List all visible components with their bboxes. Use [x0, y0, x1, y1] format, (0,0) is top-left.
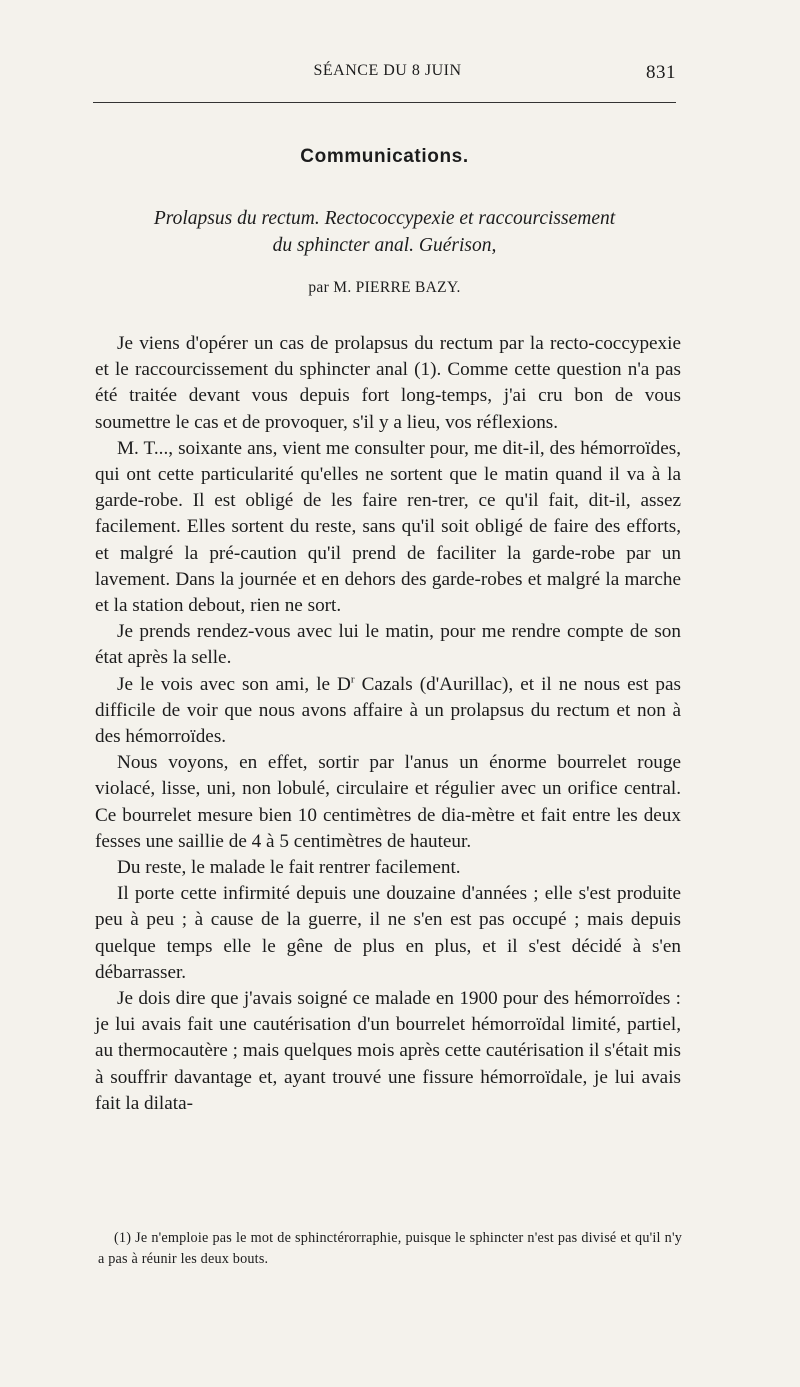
page-number: 831	[646, 62, 676, 83]
section-title: Communications.	[300, 146, 469, 167]
superscript: r	[350, 673, 355, 686]
paragraph: Je dois dire que j'avais soigné ce malade en 1900 pour des hémorroïdes : je lui avais fait une cautérisation d'un bourrelet hémorroïdal limité, partiel, au thermocautère ; mais quelques mois après cette cautérisation il s'était mis à souffrir davantage et, ayant trouvé une fissure hémorroïdale, je lui avais fait la dilata-	[95, 988, 681, 1114]
header-rule	[93, 102, 676, 103]
paragraph: M. T..., soixante ans, vient me consulter pour, me dit-il, des hémorroïdes, qui ont cette particularité qu'elles ne sortent que le matin quand il va à la garde-robe. Il est obligé de les faire ren-trer, ce qu'il fait, dit-il, assez facilement. Elles sortent du reste, sans qu'il soit obligé de faire des efforts, et malgré la pré-caution qu'il prend de faciliter la garde-robe par un lavement. Dans la journée et en dehors des garde-robes et malgré la marche et la station debout, rien ne sort.	[95, 437, 681, 617]
running-head	[95, 62, 680, 86]
byline: par M. PIERRE BAZY.	[308, 279, 461, 296]
paragraph: Du reste, le malade le fait rentrer facilement.	[117, 857, 461, 879]
footnote: (1) Je n'emploie pas le mot de sphinctérorraphie, puisque le sphincter n'est pas divisé et qu'il n'y a pas à réunir les deux bouts.	[98, 1230, 682, 1267]
article-title-line-1: Prolapsus du rectum. Rectococcypexie et raccourcissement	[153, 208, 616, 229]
paragraph: Je viens d'opérer un cas de prolapsus du rectum par la recto-coccypexie et le raccourcissement du sphincter anal (1). Comme cette question n'a pas été traitée devant vous depuis fort long-temps, j'ai cru bon de vous soumettre le cas et de provoquer, s'il y a lieu, vos réflexions.	[95, 333, 681, 433]
article-body	[95, 331, 681, 1117]
paragraph-text: Je le vois avec son ami, le D	[117, 673, 351, 695]
running-head-title: SÉANCE DU 8 JUIN	[313, 62, 462, 79]
article-title	[93, 205, 676, 259]
paragraph: Il porte cette infirmité depuis une douzaine d'années ; elle s'est produite peu à peu ; à cause de la guerre, il ne s'en est pas occupé ; mais depuis quelque temps elle le gêne de plus en plus, et il s'est décidé à s'en débarrasser.	[95, 883, 681, 983]
paragraph: Nous voyons, en effet, sortir par l'anus un énorme bourrelet rouge violacé, lisse, uni, non lobulé, circulaire et régulier avec un orifice central. Ce bourrelet mesure bien 10 centimètres de dia-mètre et fait entre les deux fesses une saillie de 4 à 5 centimètres de hauteur.	[95, 752, 681, 852]
paragraph: Je prends rendez-vous avec lui le matin, pour me rendre compte de son état après la selle.	[95, 621, 681, 669]
paragraph-text: Cazals (d'Aurillac), et il ne nous est pas difficile de voir que nous avons affaire à un prolapsus du rectum et non à des hémorroïdes.	[95, 673, 681, 748]
paragraph	[95, 672, 681, 751]
article-title-line-2: du sphincter anal. Guérison,	[272, 235, 497, 256]
